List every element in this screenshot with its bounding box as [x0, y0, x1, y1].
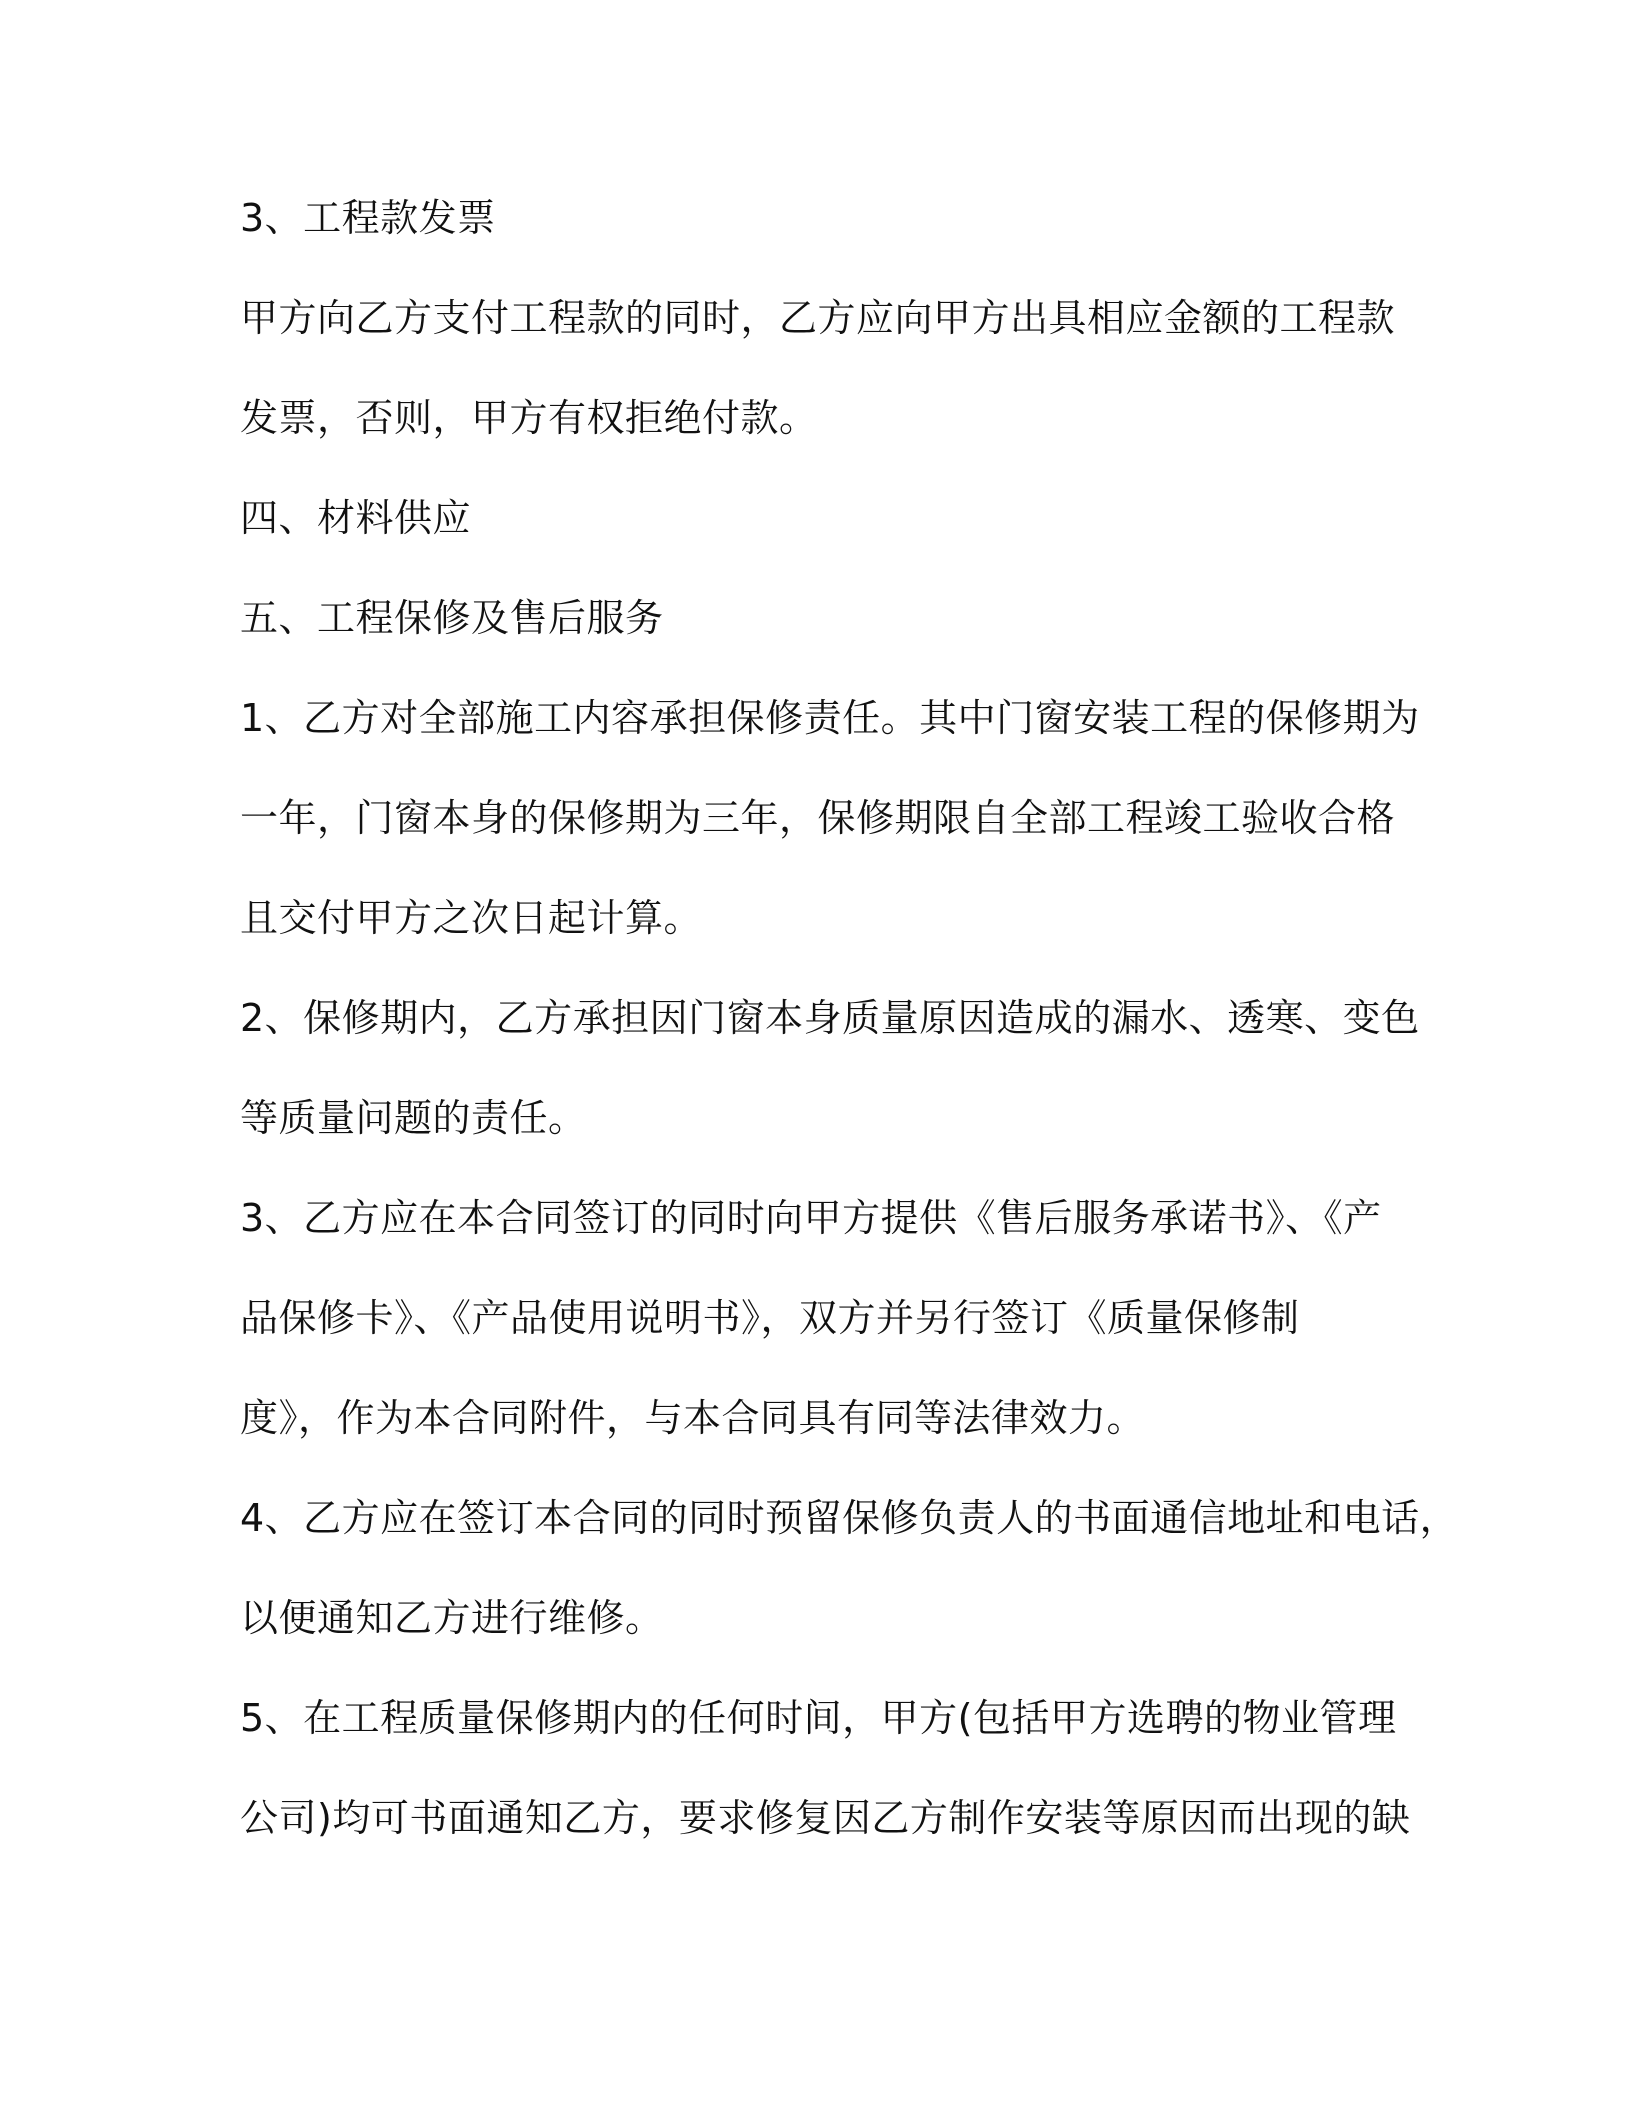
paragraph-line: 公司)均可书面通知乙方，要求修复因乙方制作安装等原因而出现的缺: [240, 1796, 1411, 1840]
paragraph-line: 甲方向乙方支付工程款的同时，乙方应向甲方出具相应金额的工程款: [240, 296, 1396, 340]
paragraph-line: 2、保修期内，乙方承担因门窗本身质量原因造成的漏水、透寒、变色: [240, 996, 1420, 1040]
paragraph-line: 5、在工程质量保修期内的任何时间，甲方(包括甲方选聘的物业管理: [240, 1696, 1397, 1740]
paragraph-line: 一年，门窗本身的保修期为三年，保修期限自全部工程竣工验收合格: [240, 796, 1396, 840]
paragraph-line: 4、乙方应在签订本合同的同时预留保修负责人的书面通信地址和电话，: [240, 1496, 1459, 1540]
paragraph-line: 1、乙方对全部施工内容承担保修责任。其中门窗安装工程的保修期为: [240, 696, 1420, 740]
paragraph-line: 以便通知乙方进行维修。: [240, 1596, 664, 1640]
paragraph-line: 且交付甲方之次日起计算。: [240, 896, 703, 940]
paragraph-line: 发票，否则，甲方有权拒绝付款。: [240, 396, 818, 440]
paragraph-line: 3、乙方应在本合同签订的同时向甲方提供《售后服务承诺书》、《产: [240, 1196, 1382, 1240]
section-heading-materials: 四、材料供应: [240, 496, 472, 540]
section-heading-warranty: 五、工程保修及售后服务: [240, 596, 664, 640]
paragraph-line: 度》，作为本合同附件，与本合同具有同等法律效力。: [240, 1396, 1146, 1440]
section-heading-invoice: 3、工程款发票: [240, 196, 496, 240]
paragraph-line: 品保修卡》、《产品使用说明书》，双方并另行签订《质量保修制: [240, 1296, 1300, 1340]
paragraph-line: 等质量问题的责任。: [240, 1096, 587, 1140]
